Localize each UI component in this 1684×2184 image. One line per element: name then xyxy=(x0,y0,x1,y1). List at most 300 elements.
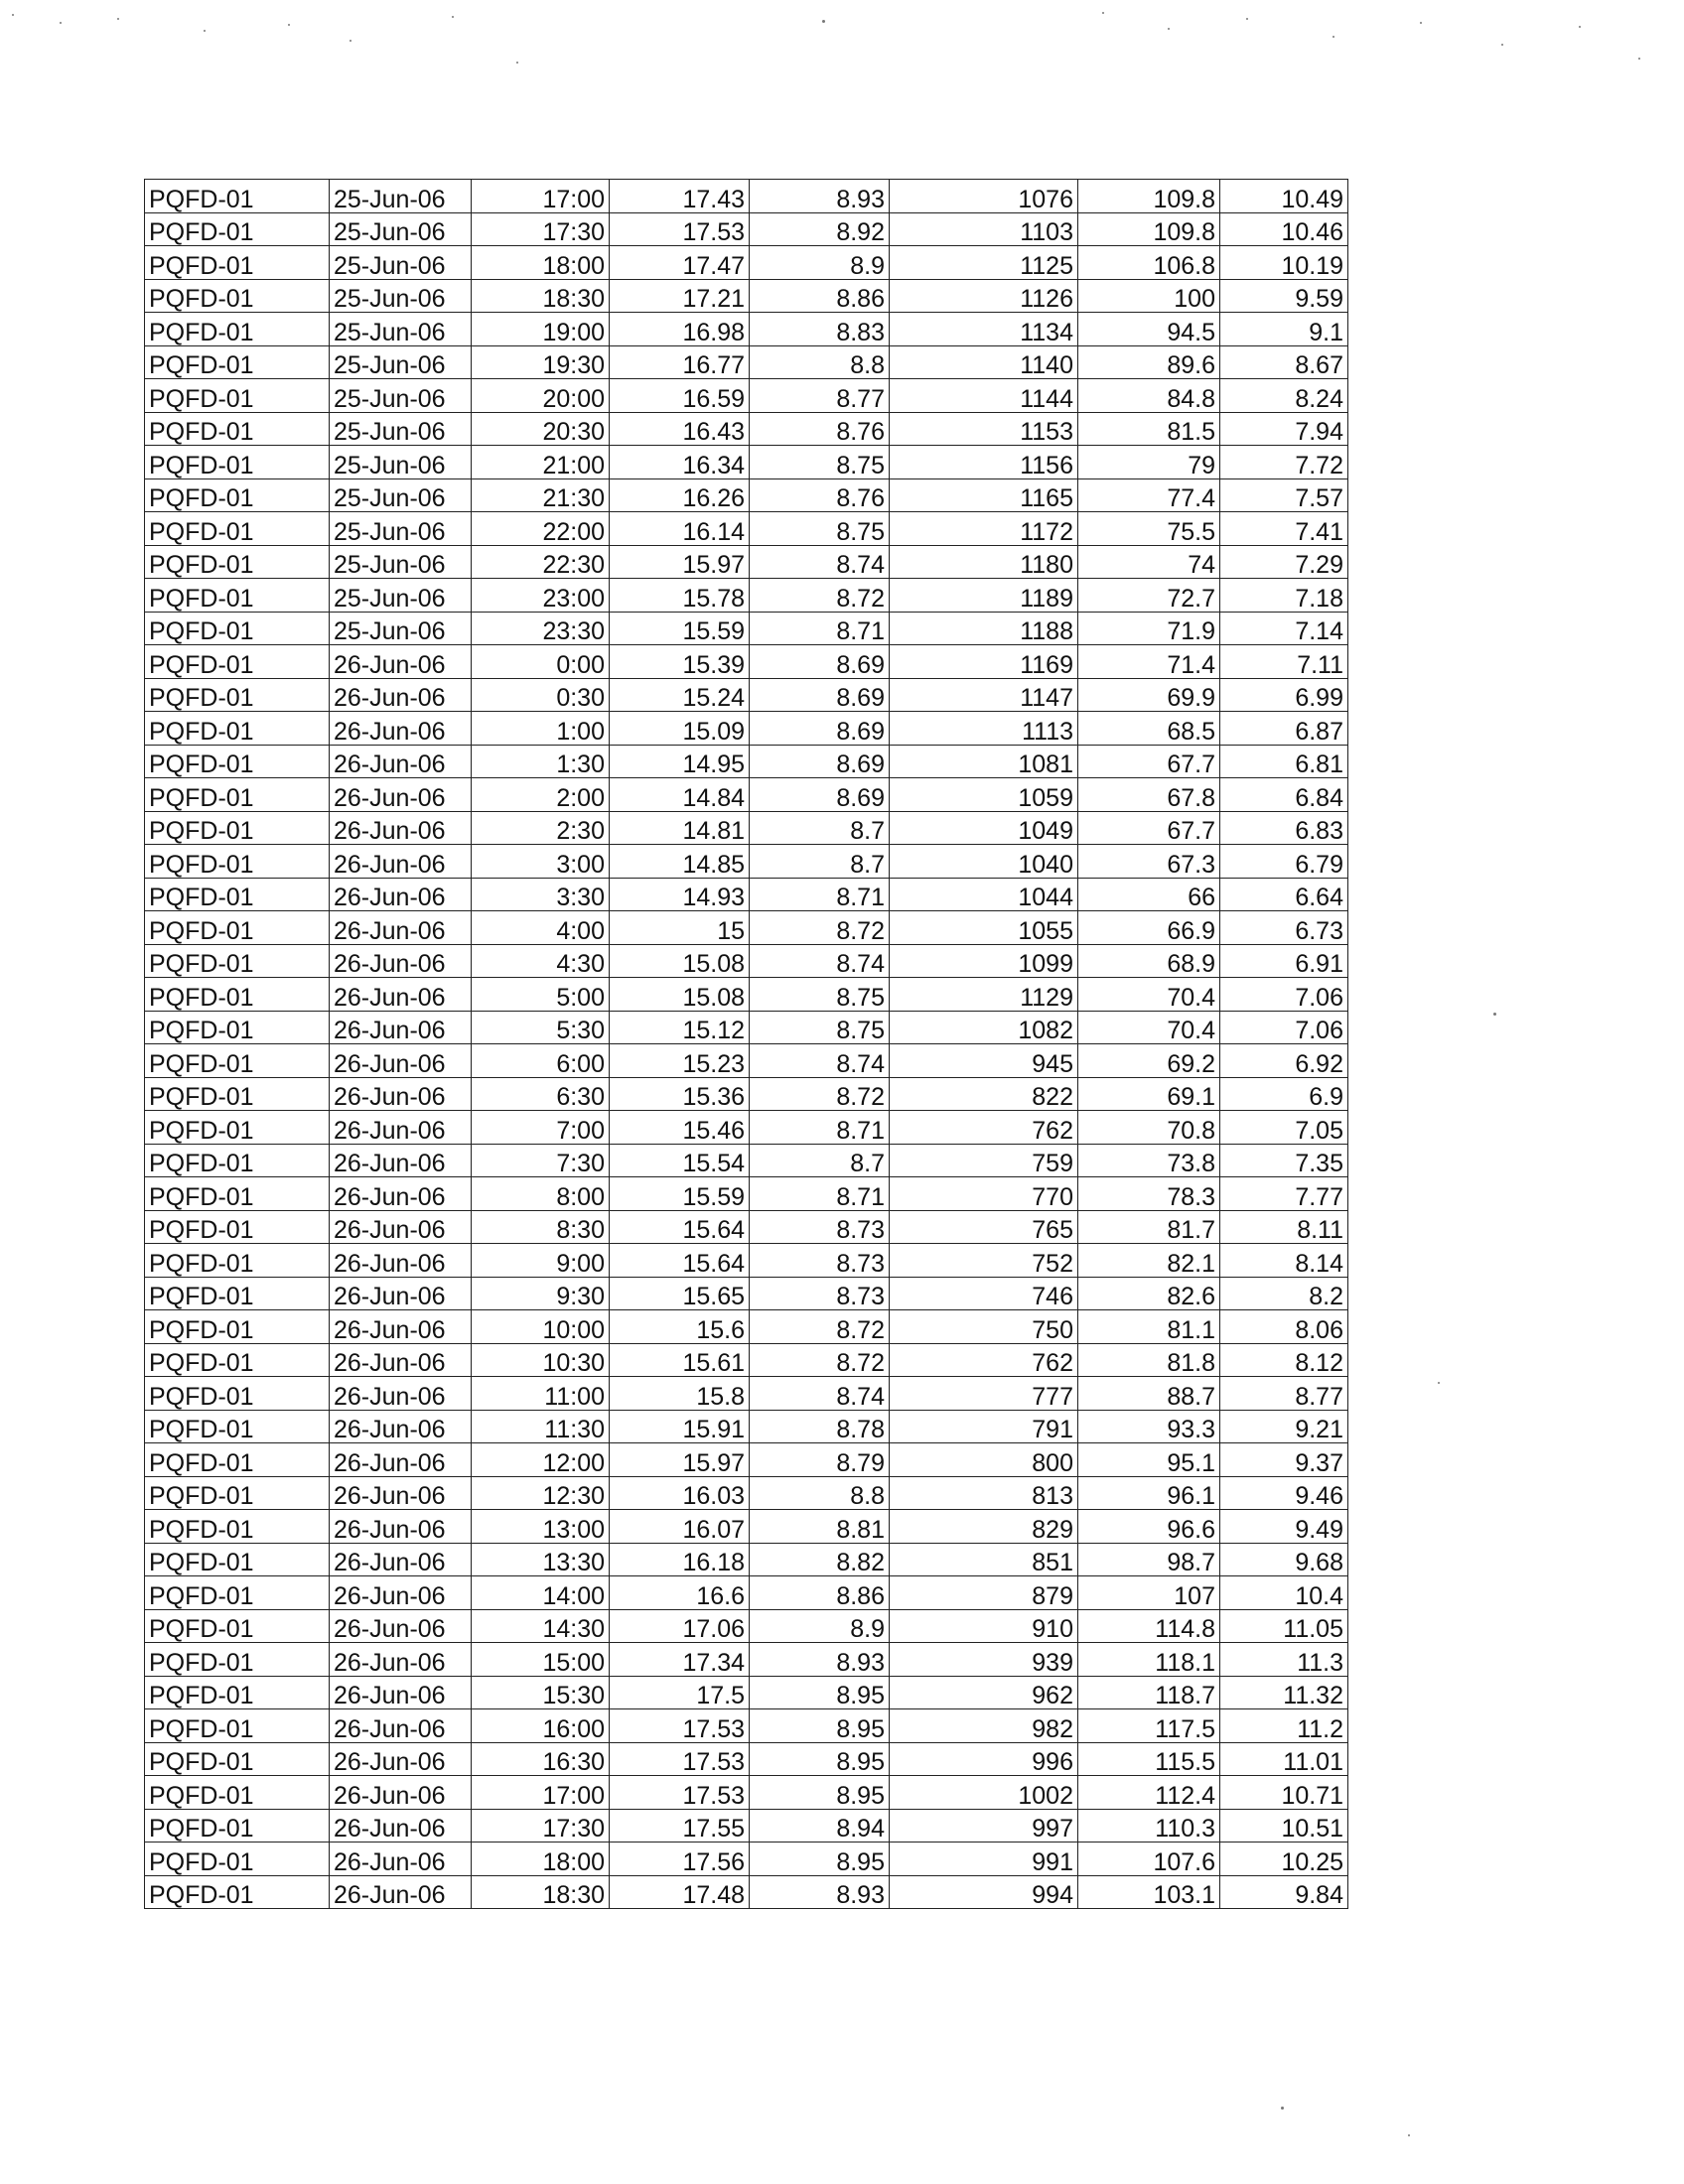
value-cell: 8.7 xyxy=(750,1144,890,1177)
date-cell: 25-Jun-06 xyxy=(330,446,472,479)
value-cell: 17.34 xyxy=(610,1643,750,1677)
value-cell: 8.7 xyxy=(750,845,890,879)
date-cell: 26-Jun-06 xyxy=(330,1543,472,1576)
station-id-cell: PQFD-01 xyxy=(145,1709,330,1743)
station-id-cell: PQFD-01 xyxy=(145,1643,330,1677)
value-cell: 8.95 xyxy=(750,1742,890,1776)
station-id-cell: PQFD-01 xyxy=(145,379,330,413)
value-cell: 7.18 xyxy=(1220,579,1348,613)
station-id-cell: PQFD-01 xyxy=(145,313,330,346)
station-id-cell: PQFD-01 xyxy=(145,1843,330,1876)
station-id-cell: PQFD-01 xyxy=(145,612,330,645)
value-cell: 8.95 xyxy=(750,1709,890,1743)
value-cell: 829 xyxy=(890,1510,1078,1544)
value-cell: 6.87 xyxy=(1220,712,1348,746)
table-row xyxy=(145,911,1348,945)
date-cell: 26-Jun-06 xyxy=(330,1576,472,1610)
value-cell: 69.1 xyxy=(1078,1077,1220,1111)
value-cell: 15.54 xyxy=(610,1144,750,1177)
value-cell: 15.46 xyxy=(610,1111,750,1145)
time-cell: 13:30 xyxy=(472,1543,610,1576)
table-row xyxy=(145,1443,1348,1477)
value-cell: 95.1 xyxy=(1078,1443,1220,1477)
station-id-cell: PQFD-01 xyxy=(145,412,330,446)
value-cell: 8.86 xyxy=(750,279,890,313)
date-cell: 26-Jun-06 xyxy=(330,1377,472,1411)
value-cell: 822 xyxy=(890,1077,1078,1111)
value-cell: 1040 xyxy=(890,845,1078,879)
value-cell: 100 xyxy=(1078,279,1220,313)
date-cell: 26-Jun-06 xyxy=(330,678,472,712)
time-cell: 4:00 xyxy=(472,911,610,945)
value-cell: 8.9 xyxy=(750,1609,890,1643)
value-cell: 8.73 xyxy=(750,1210,890,1244)
station-id-cell: PQFD-01 xyxy=(145,279,330,313)
time-cell: 7:30 xyxy=(472,1144,610,1177)
table-row xyxy=(145,1111,1348,1145)
time-cell: 22:00 xyxy=(472,512,610,546)
value-cell: 9.84 xyxy=(1220,1875,1348,1909)
value-cell: 84.8 xyxy=(1078,379,1220,413)
value-cell: 8.72 xyxy=(750,1077,890,1111)
value-cell: 9.46 xyxy=(1220,1476,1348,1510)
table-row xyxy=(145,1244,1348,1278)
date-cell: 26-Jun-06 xyxy=(330,911,472,945)
value-cell: 7.35 xyxy=(1220,1144,1348,1177)
station-id-cell: PQFD-01 xyxy=(145,512,330,546)
value-cell: 11.05 xyxy=(1220,1609,1348,1643)
value-cell: 6.84 xyxy=(1220,778,1348,812)
station-id-cell: PQFD-01 xyxy=(145,1809,330,1843)
table-row xyxy=(145,712,1348,746)
value-cell: 7.57 xyxy=(1220,478,1348,512)
table-row xyxy=(145,1144,1348,1177)
time-cell: 11:00 xyxy=(472,1377,610,1411)
value-cell: 8.11 xyxy=(1220,1210,1348,1244)
date-cell: 26-Jun-06 xyxy=(330,1510,472,1544)
table-row xyxy=(145,246,1348,280)
date-cell: 26-Jun-06 xyxy=(330,1310,472,1344)
value-cell: 8.7 xyxy=(750,811,890,845)
value-cell: 10.71 xyxy=(1220,1776,1348,1810)
value-cell: 1169 xyxy=(890,645,1078,679)
value-cell: 16.07 xyxy=(610,1510,750,1544)
value-cell: 8.76 xyxy=(750,412,890,446)
value-cell: 117.5 xyxy=(1078,1709,1220,1743)
value-cell: 8.74 xyxy=(750,1377,890,1411)
table-row xyxy=(145,412,1348,446)
station-id-cell: PQFD-01 xyxy=(145,1244,330,1278)
table-row xyxy=(145,545,1348,579)
value-cell: 15.08 xyxy=(610,944,750,978)
value-cell: 1147 xyxy=(890,678,1078,712)
value-cell: 103.1 xyxy=(1078,1875,1220,1909)
station-id-cell: PQFD-01 xyxy=(145,845,330,879)
value-cell: 851 xyxy=(890,1543,1078,1576)
value-cell: 16.18 xyxy=(610,1543,750,1576)
value-cell: 1002 xyxy=(890,1776,1078,1810)
value-cell: 98.7 xyxy=(1078,1543,1220,1576)
value-cell: 1076 xyxy=(890,180,1078,213)
value-cell: 9.68 xyxy=(1220,1543,1348,1576)
station-id-cell: PQFD-01 xyxy=(145,811,330,845)
table-row xyxy=(145,1011,1348,1044)
date-cell: 26-Jun-06 xyxy=(330,1776,472,1810)
value-cell: 15.36 xyxy=(610,1077,750,1111)
date-cell: 25-Jun-06 xyxy=(330,379,472,413)
time-cell: 23:00 xyxy=(472,579,610,613)
value-cell: 9.49 xyxy=(1220,1510,1348,1544)
time-cell: 9:00 xyxy=(472,1244,610,1278)
station-id-cell: PQFD-01 xyxy=(145,1144,330,1177)
value-cell: 11.32 xyxy=(1220,1676,1348,1709)
table-row xyxy=(145,1742,1348,1776)
date-cell: 26-Jun-06 xyxy=(330,1011,472,1044)
time-cell: 12:00 xyxy=(472,1443,610,1477)
date-cell: 26-Jun-06 xyxy=(330,745,472,778)
value-cell: 17.55 xyxy=(610,1809,750,1843)
value-cell: 8.74 xyxy=(750,545,890,579)
value-cell: 939 xyxy=(890,1643,1078,1677)
value-cell: 8.71 xyxy=(750,878,890,911)
value-cell: 8.72 xyxy=(750,911,890,945)
value-cell: 1125 xyxy=(890,246,1078,280)
table-row xyxy=(145,1643,1348,1677)
value-cell: 73.8 xyxy=(1078,1144,1220,1177)
value-cell: 14.93 xyxy=(610,878,750,911)
value-cell: 8.95 xyxy=(750,1676,890,1709)
value-cell: 16.26 xyxy=(610,478,750,512)
value-cell: 8.82 xyxy=(750,1543,890,1576)
value-cell: 8.69 xyxy=(750,645,890,679)
time-cell: 1:00 xyxy=(472,712,610,746)
value-cell: 8.73 xyxy=(750,1244,890,1278)
time-cell: 17:00 xyxy=(472,180,610,213)
value-cell: 9.21 xyxy=(1220,1410,1348,1443)
value-cell: 69.2 xyxy=(1078,1044,1220,1078)
date-cell: 26-Jun-06 xyxy=(330,778,472,812)
value-cell: 17.21 xyxy=(610,279,750,313)
value-cell: 10.25 xyxy=(1220,1843,1348,1876)
value-cell: 6.83 xyxy=(1220,811,1348,845)
value-cell: 8.74 xyxy=(750,944,890,978)
value-cell: 16.6 xyxy=(610,1576,750,1610)
time-cell: 6:00 xyxy=(472,1044,610,1078)
value-cell: 8.71 xyxy=(750,1177,890,1211)
station-id-cell: PQFD-01 xyxy=(145,1543,330,1576)
time-cell: 10:00 xyxy=(472,1310,610,1344)
station-id-cell: PQFD-01 xyxy=(145,1210,330,1244)
value-cell: 15.24 xyxy=(610,678,750,712)
table-row xyxy=(145,1609,1348,1643)
time-cell: 17:30 xyxy=(472,1809,610,1843)
table-row xyxy=(145,1576,1348,1610)
date-cell: 26-Jun-06 xyxy=(330,811,472,845)
date-cell: 26-Jun-06 xyxy=(330,1476,472,1510)
value-cell: 70.8 xyxy=(1078,1111,1220,1145)
station-id-cell: PQFD-01 xyxy=(145,1410,330,1443)
date-cell: 25-Jun-06 xyxy=(330,478,472,512)
value-cell: 16.34 xyxy=(610,446,750,479)
time-cell: 21:00 xyxy=(472,446,610,479)
date-cell: 26-Jun-06 xyxy=(330,1210,472,1244)
value-cell: 7.72 xyxy=(1220,446,1348,479)
value-cell: 118.1 xyxy=(1078,1643,1220,1677)
table-row xyxy=(145,1543,1348,1576)
value-cell: 11.01 xyxy=(1220,1742,1348,1776)
date-cell: 26-Jun-06 xyxy=(330,845,472,879)
value-cell: 15.91 xyxy=(610,1410,750,1443)
station-id-cell: PQFD-01 xyxy=(145,1742,330,1776)
value-cell: 7.41 xyxy=(1220,512,1348,546)
value-cell: 8.79 xyxy=(750,1443,890,1477)
time-cell: 17:30 xyxy=(472,212,610,246)
time-cell: 12:30 xyxy=(472,1476,610,1510)
time-cell: 17:00 xyxy=(472,1776,610,1810)
date-cell: 25-Jun-06 xyxy=(330,612,472,645)
time-cell: 2:30 xyxy=(472,811,610,845)
value-cell: 8.2 xyxy=(1220,1277,1348,1310)
value-cell: 6.92 xyxy=(1220,1044,1348,1078)
value-cell: 1082 xyxy=(890,1011,1078,1044)
table-row xyxy=(145,579,1348,613)
value-cell: 813 xyxy=(890,1476,1078,1510)
value-cell: 17.53 xyxy=(610,1742,750,1776)
time-cell: 14:30 xyxy=(472,1609,610,1643)
station-id-cell: PQFD-01 xyxy=(145,1875,330,1909)
value-cell: 15.59 xyxy=(610,612,750,645)
value-cell: 6.79 xyxy=(1220,845,1348,879)
value-cell: 8.73 xyxy=(750,1277,890,1310)
value-cell: 16.43 xyxy=(610,412,750,446)
value-cell: 78.3 xyxy=(1078,1177,1220,1211)
value-cell: 15 xyxy=(610,911,750,945)
value-cell: 67.3 xyxy=(1078,845,1220,879)
value-cell: 8.69 xyxy=(750,712,890,746)
date-cell: 26-Jun-06 xyxy=(330,1410,472,1443)
value-cell: 15.12 xyxy=(610,1011,750,1044)
date-cell: 25-Jun-06 xyxy=(330,412,472,446)
date-cell: 25-Jun-06 xyxy=(330,279,472,313)
value-cell: 14.81 xyxy=(610,811,750,845)
value-cell: 14.95 xyxy=(610,745,750,778)
station-id-cell: PQFD-01 xyxy=(145,478,330,512)
table-row xyxy=(145,1875,1348,1909)
value-cell: 1189 xyxy=(890,579,1078,613)
time-cell: 5:00 xyxy=(472,978,610,1012)
value-cell: 762 xyxy=(890,1343,1078,1377)
station-id-cell: PQFD-01 xyxy=(145,911,330,945)
value-cell: 8.8 xyxy=(750,1476,890,1510)
table-row xyxy=(145,1676,1348,1709)
value-cell: 7.11 xyxy=(1220,645,1348,679)
table-row xyxy=(145,1377,1348,1411)
value-cell: 750 xyxy=(890,1310,1078,1344)
value-cell: 8.95 xyxy=(750,1776,890,1810)
value-cell: 17.56 xyxy=(610,1843,750,1876)
value-cell: 67.7 xyxy=(1078,745,1220,778)
value-cell: 15.39 xyxy=(610,645,750,679)
table-row xyxy=(145,1343,1348,1377)
value-cell: 15.8 xyxy=(610,1377,750,1411)
date-cell: 26-Jun-06 xyxy=(330,1843,472,1876)
time-cell: 19:00 xyxy=(472,313,610,346)
time-cell: 3:30 xyxy=(472,878,610,911)
value-cell: 8.81 xyxy=(750,1510,890,1544)
value-cell: 1059 xyxy=(890,778,1078,812)
value-cell: 762 xyxy=(890,1111,1078,1145)
table-row xyxy=(145,878,1348,911)
time-cell: 15:30 xyxy=(472,1676,610,1709)
date-cell: 26-Jun-06 xyxy=(330,878,472,911)
value-cell: 994 xyxy=(890,1875,1078,1909)
time-cell: 16:30 xyxy=(472,1742,610,1776)
time-cell: 10:30 xyxy=(472,1343,610,1377)
value-cell: 112.4 xyxy=(1078,1776,1220,1810)
table-row xyxy=(145,1177,1348,1211)
value-cell: 770 xyxy=(890,1177,1078,1211)
table-row xyxy=(145,811,1348,845)
measurements-table xyxy=(144,179,1348,1909)
time-cell: 19:30 xyxy=(472,345,610,379)
value-cell: 88.7 xyxy=(1078,1377,1220,1411)
date-cell: 26-Jun-06 xyxy=(330,944,472,978)
table-row xyxy=(145,745,1348,778)
time-cell: 9:30 xyxy=(472,1277,610,1310)
time-cell: 8:30 xyxy=(472,1210,610,1244)
value-cell: 16.59 xyxy=(610,379,750,413)
value-cell: 752 xyxy=(890,1244,1078,1278)
value-cell: 8.9 xyxy=(750,246,890,280)
station-id-cell: PQFD-01 xyxy=(145,745,330,778)
time-cell: 20:30 xyxy=(472,412,610,446)
value-cell: 1140 xyxy=(890,345,1078,379)
value-cell: 15.59 xyxy=(610,1177,750,1211)
value-cell: 8.93 xyxy=(750,1875,890,1909)
value-cell: 67.8 xyxy=(1078,778,1220,812)
time-cell: 3:00 xyxy=(472,845,610,879)
value-cell: 16.03 xyxy=(610,1476,750,1510)
value-cell: 7.77 xyxy=(1220,1177,1348,1211)
value-cell: 93.3 xyxy=(1078,1410,1220,1443)
value-cell: 114.8 xyxy=(1078,1609,1220,1643)
station-id-cell: PQFD-01 xyxy=(145,1776,330,1810)
value-cell: 800 xyxy=(890,1443,1078,1477)
time-cell: 4:30 xyxy=(472,944,610,978)
data-sheet xyxy=(144,179,1347,1909)
date-cell: 26-Jun-06 xyxy=(330,1875,472,1909)
table-row xyxy=(145,1310,1348,1344)
value-cell: 7.06 xyxy=(1220,978,1348,1012)
value-cell: 1049 xyxy=(890,811,1078,845)
value-cell: 81.8 xyxy=(1078,1343,1220,1377)
station-id-cell: PQFD-01 xyxy=(145,1077,330,1111)
value-cell: 15.78 xyxy=(610,579,750,613)
station-id-cell: PQFD-01 xyxy=(145,180,330,213)
table-row xyxy=(145,944,1348,978)
time-cell: 22:30 xyxy=(472,545,610,579)
date-cell: 25-Jun-06 xyxy=(330,512,472,546)
value-cell: 118.7 xyxy=(1078,1676,1220,1709)
value-cell: 8.72 xyxy=(750,579,890,613)
value-cell: 15.6 xyxy=(610,1310,750,1344)
value-cell: 7.05 xyxy=(1220,1111,1348,1145)
value-cell: 996 xyxy=(890,1742,1078,1776)
value-cell: 910 xyxy=(890,1609,1078,1643)
date-cell: 26-Jun-06 xyxy=(330,1177,472,1211)
value-cell: 8.69 xyxy=(750,778,890,812)
value-cell: 8.75 xyxy=(750,512,890,546)
time-cell: 8:00 xyxy=(472,1177,610,1211)
value-cell: 10.49 xyxy=(1220,180,1348,213)
value-cell: 74 xyxy=(1078,545,1220,579)
station-id-cell: PQFD-01 xyxy=(145,345,330,379)
table-row xyxy=(145,612,1348,645)
station-id-cell: PQFD-01 xyxy=(145,678,330,712)
value-cell: 10.19 xyxy=(1220,246,1348,280)
value-cell: 982 xyxy=(890,1709,1078,1743)
time-cell: 18:00 xyxy=(472,1843,610,1876)
value-cell: 10.46 xyxy=(1220,212,1348,246)
date-cell: 26-Jun-06 xyxy=(330,1244,472,1278)
date-cell: 26-Jun-06 xyxy=(330,1144,472,1177)
table-row xyxy=(145,1476,1348,1510)
table-row xyxy=(145,1277,1348,1310)
value-cell: 15.97 xyxy=(610,1443,750,1477)
value-cell: 8.71 xyxy=(750,1111,890,1145)
value-cell: 9.59 xyxy=(1220,279,1348,313)
value-cell: 15.64 xyxy=(610,1210,750,1244)
value-cell: 96.6 xyxy=(1078,1510,1220,1544)
time-cell: 0:30 xyxy=(472,678,610,712)
station-id-cell: PQFD-01 xyxy=(145,1310,330,1344)
value-cell: 6.9 xyxy=(1220,1077,1348,1111)
station-id-cell: PQFD-01 xyxy=(145,1277,330,1310)
table-row xyxy=(145,379,1348,413)
station-id-cell: PQFD-01 xyxy=(145,212,330,246)
value-cell: 8.12 xyxy=(1220,1343,1348,1377)
value-cell: 81.5 xyxy=(1078,412,1220,446)
station-id-cell: PQFD-01 xyxy=(145,1111,330,1145)
value-cell: 8.75 xyxy=(750,446,890,479)
value-cell: 66 xyxy=(1078,878,1220,911)
value-cell: 17.53 xyxy=(610,212,750,246)
value-cell: 17.48 xyxy=(610,1875,750,1909)
value-cell: 15.61 xyxy=(610,1343,750,1377)
value-cell: 109.8 xyxy=(1078,212,1220,246)
value-cell: 8.69 xyxy=(750,678,890,712)
station-id-cell: PQFD-01 xyxy=(145,1044,330,1078)
value-cell: 6.64 xyxy=(1220,878,1348,911)
station-id-cell: PQFD-01 xyxy=(145,579,330,613)
date-cell: 25-Jun-06 xyxy=(330,345,472,379)
value-cell: 1188 xyxy=(890,612,1078,645)
value-cell: 107.6 xyxy=(1078,1843,1220,1876)
time-cell: 18:00 xyxy=(472,246,610,280)
time-cell: 7:00 xyxy=(472,1111,610,1145)
time-cell: 16:00 xyxy=(472,1709,610,1743)
value-cell: 8.93 xyxy=(750,1643,890,1677)
table-row xyxy=(145,1410,1348,1443)
value-cell: 71.9 xyxy=(1078,612,1220,645)
date-cell: 26-Jun-06 xyxy=(330,1676,472,1709)
time-cell: 23:30 xyxy=(472,612,610,645)
value-cell: 1126 xyxy=(890,279,1078,313)
date-cell: 26-Jun-06 xyxy=(330,1643,472,1677)
value-cell: 15.09 xyxy=(610,712,750,746)
time-cell: 21:30 xyxy=(472,478,610,512)
table-row xyxy=(145,446,1348,479)
